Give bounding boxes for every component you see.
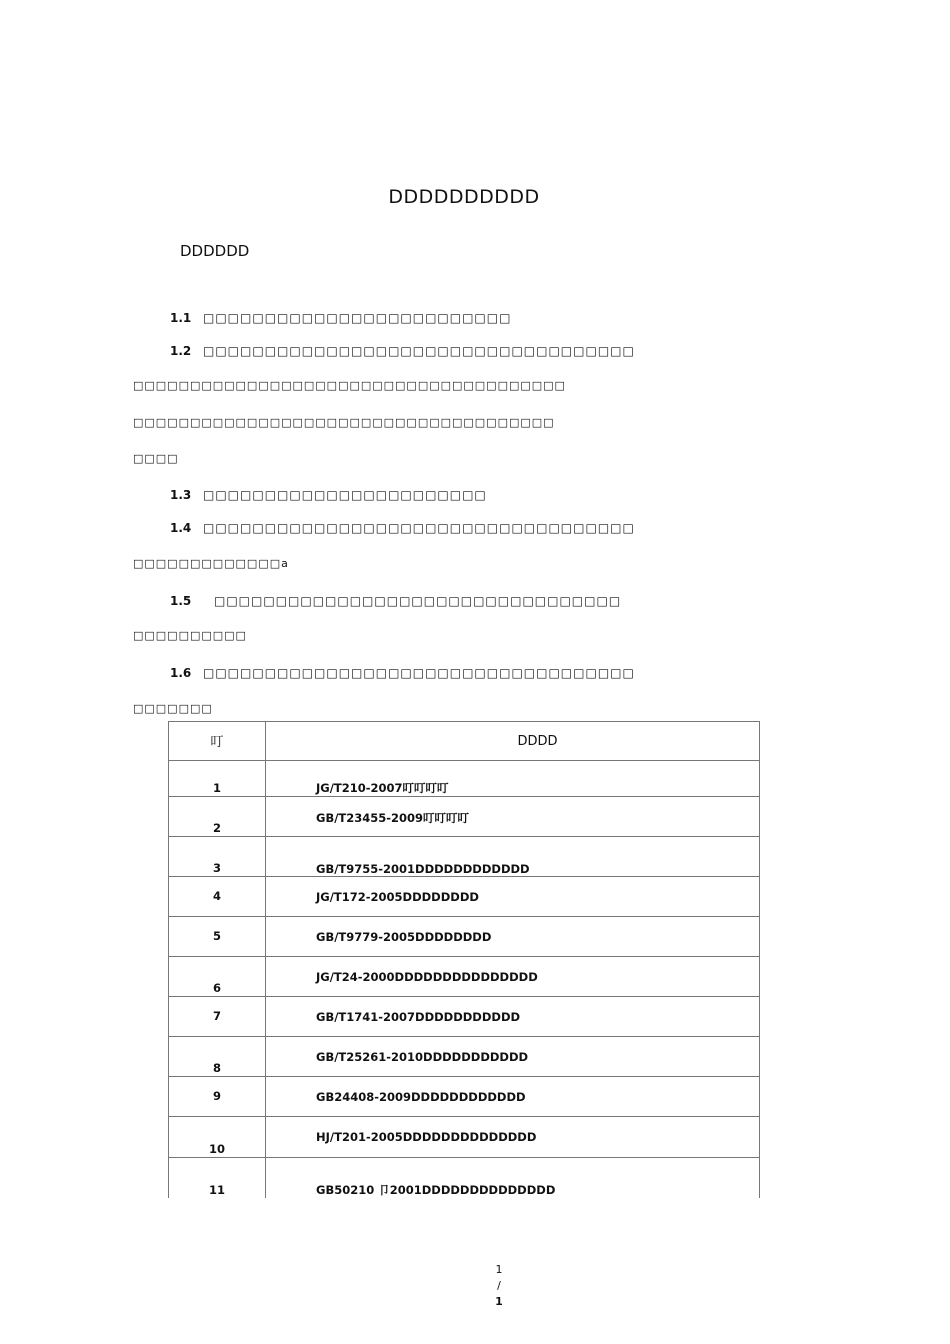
table-header-row [169,722,760,761]
row-standard: GB/T9779-2005DDDDDDDD [266,917,760,957]
table-row [169,837,760,877]
table-row [169,957,760,997]
header-number-cell: 叮 [169,722,266,761]
row-number: 3 [169,837,266,877]
clause-text: □□□□□□□□□□□□□□□□□□□□□□□□□□□□□□□□□ [214,594,622,608]
standards-table [168,721,760,1198]
clause-text: □□□□□□□□□□□□□□□□□□□□□□□□□□□□□□□□□□□ [203,521,635,535]
clause-text: □□□□□□□□□□□□□□□□□□□□□□□□□□□□□□□□□□□ [203,344,635,358]
clause-text: □□□□□□□□□□□□□□□□□□□□□□□□□□□□□□□□□□□ [203,666,635,680]
section-heading: DDDDDD [180,242,250,260]
clause-text: □□□□□□□□□□□□□□□□□□□□□□□ [203,488,487,502]
clause-number: 1.5 [170,594,192,608]
table-row [169,761,760,797]
table-row [169,917,760,957]
clause-number: 1.3 [170,488,192,502]
clause-continuation: □□□□ [133,452,179,465]
row-standard: GB/T1741-2007DDDDDDDDDDD [266,997,760,1037]
table-row [169,997,760,1037]
page-separator: / [497,1279,501,1292]
clause-continuation: □□□□□□□□□□□□□□□□□□□□□□□□□□□□□□□□□□□□□□ [133,379,566,392]
clause-number: 1.2 [170,344,192,358]
row-number: 8 [169,1037,266,1077]
clause-continuation: □□□□□□□□□□□□□a [133,557,289,570]
row-number: 9 [169,1077,266,1117]
clause-continuation: □□□□□□□□□□□□□□□□□□□□□□□□□□□□□□□□□□□□□ [133,416,555,429]
row-number: 2 [169,797,266,837]
table-row [169,1077,760,1117]
table-row [169,1117,760,1158]
row-number: 7 [169,997,266,1037]
table-row [169,1037,760,1077]
row-number: 11 [169,1158,266,1198]
row-standard: JG/T24-2000DDDDDDDDDDDDDDD [266,957,760,997]
clause-text: □□□□□□□□□□□□□□□□□□□□□□□□□ [203,311,512,325]
header-name-cell: DDDD [266,722,760,761]
row-standard: GB50210 卩2001DDDDDDDDDDDDDD [266,1158,760,1198]
clause-number: 1.4 [170,521,192,535]
row-standard: GB/T9755-2001DDDDDDDDDDDD [266,837,760,877]
table-row [169,797,760,837]
row-standard: JG/T210-2007叮叮叮叮 [266,761,760,797]
row-standard: HJ/T201-2005DDDDDDDDDDDDDD [266,1117,760,1158]
document-title: DDDDDDDDDD [388,186,540,208]
row-number: 10 [169,1117,266,1158]
page-current: 1 [495,1263,503,1276]
clause-continuation: □□□□□□□□□□ [133,629,247,642]
row-standard: JG/T172-2005DDDDDDDD [266,877,760,917]
clause-continuation: □□□□□□□ [133,702,213,715]
row-number: 6 [169,957,266,997]
clause-number: 1.1 [170,311,192,325]
row-number: 4 [169,877,266,917]
row-number: 5 [169,917,266,957]
row-standard: GB/T23455-2009叮叮叮叮 [266,797,760,837]
clause-number: 1.6 [170,666,192,680]
row-standard: GB24408-2009DDDDDDDDDDDD [266,1077,760,1117]
table-row [169,877,760,917]
row-number: 1 [169,761,266,797]
table-row [169,1158,760,1198]
page-total: 1 [495,1295,503,1308]
row-standard: GB/T25261-2010DDDDDDDDDDD [266,1037,760,1077]
